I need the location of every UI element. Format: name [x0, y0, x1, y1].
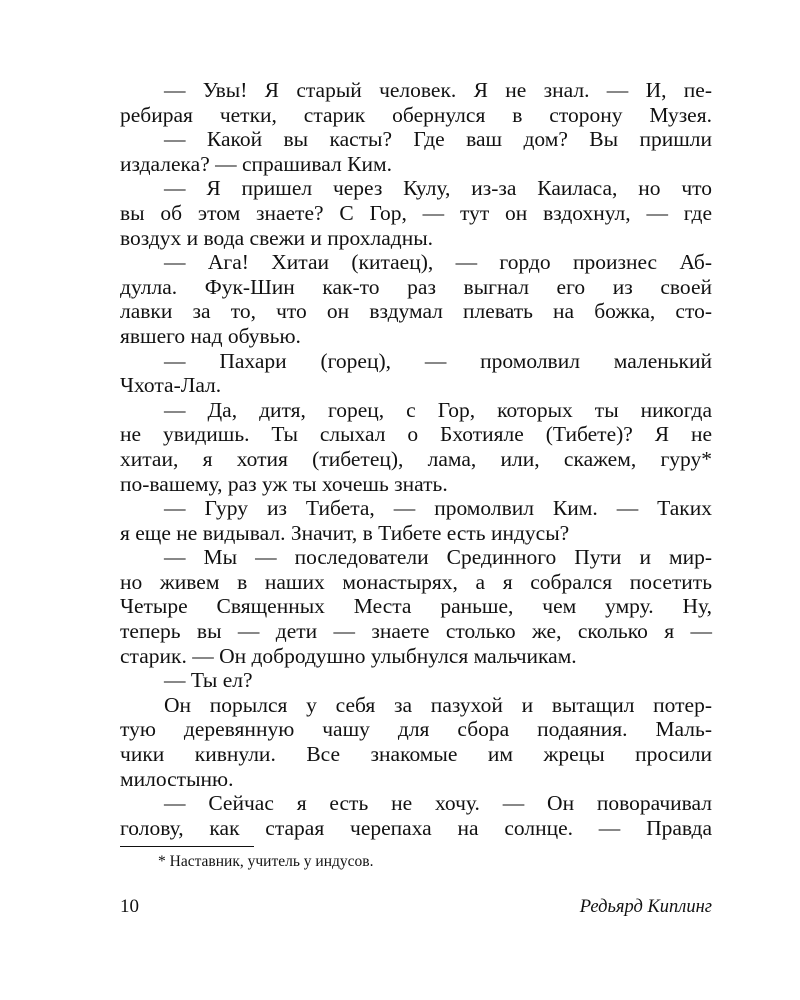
text-line: — Сейчас я есть не хочу. — Он поворачивал [164, 791, 712, 816]
text-line: Четыре Священных Места раньше, чем умру. Ну, [120, 594, 712, 619]
text-line: ребирая четки, старик обернулся в сторону Музея. [120, 102, 712, 127]
text-line: теперь вы — дети — знаете столько же, сколько я — [120, 619, 712, 644]
text-line: воздух и вода свежи и прохладны. [120, 225, 434, 250]
text-line: тую деревянную чашу для сбора подаяния. Маль- [120, 717, 712, 742]
text-line: вы об этом знаете? С Гор, — тут он вздохнул, — где [120, 200, 712, 225]
text-line: — Увы! Я старый человек. Я не знал. — И, пе- [164, 78, 712, 102]
text-line: явшего над обувью. [120, 323, 301, 348]
text-line: хитаи, я хотия (тибетец), лама, или, скажем, гуру* [120, 446, 712, 471]
text-line: — Гуру из Тибета, — промолвил Ким. — Таких [164, 496, 712, 521]
text-line: дулла. Фук-Шин как-то раз выгнал его из своей [120, 274, 712, 299]
text-line: милостыню. [120, 766, 234, 791]
text-line: — Пахари (горец), — промолвил маленький [164, 348, 712, 373]
text-line: не увидишь. Ты слыхал о Бхотияле (Тибете)? Я не [120, 422, 712, 447]
text-line: — Какой вы касты? Где ваш дом? Вы пришли [164, 127, 712, 152]
text-line: — Ага! Хитаи (китаец), — гордо произнес Аб- [164, 250, 712, 275]
text-line: я еще не видывал. Значит, в Тибете есть индусы? [120, 520, 570, 545]
body-text [120, 78, 712, 840]
text-line: лавки за то, что он вздумал плевать на божка, сто- [120, 299, 712, 324]
text-line: старик. — Он добродушно улыбнулся мальчикам. [120, 643, 577, 668]
text-line: но живем в наших монастырях, а я собрался посетить [120, 569, 712, 594]
text-line: — Ты ел? [164, 668, 253, 693]
footnote-divider [120, 846, 254, 847]
text-line: — Мы — последователи Срединного Пути и мир- [164, 545, 712, 570]
text-line: издалека? — спрашивал Ким. [120, 151, 392, 176]
page-number: 10 [120, 896, 139, 917]
text-line: Он порылся у себя за пазухой и вытащил потер- [164, 692, 712, 717]
text-line: чики кивнули. Все знакомые им жрецы просили [120, 742, 712, 767]
text-line: Чхота-Лал. [120, 373, 222, 398]
footnote: * Наставник, учитель у индусов. [158, 853, 374, 870]
text-line: голову, как старая черепаха на солнце. — Правда [120, 815, 712, 840]
text-line: — Да, дитя, горец, с Гор, которых ты никогда [164, 397, 712, 422]
text-line: — Я пришел через Кулу, из-за Каиласа, но что [164, 176, 712, 201]
running-footer-author: Редьярд Киплинг [579, 897, 712, 917]
text-line: по-вашему, раз уж ты хочешь знать. [120, 471, 448, 496]
